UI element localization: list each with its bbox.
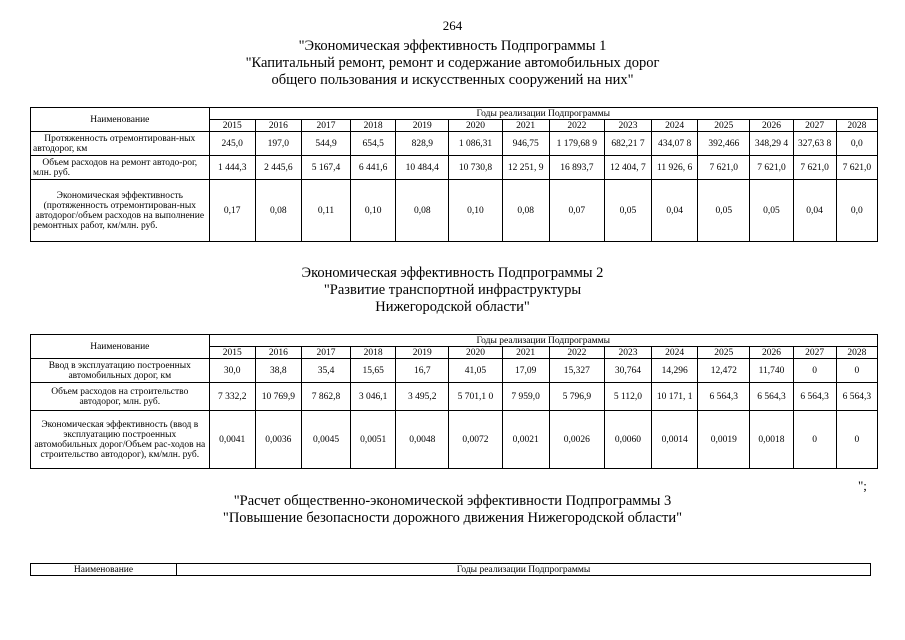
value-cell: 1 086,31 (449, 132, 502, 156)
value-cell: 7 621,0 (836, 156, 877, 180)
table-row (31, 180, 878, 242)
year-cell: 2022 (549, 347, 604, 359)
year-cell: 2028 (836, 347, 877, 359)
value-cell: 0,0026 (549, 411, 604, 469)
value-cell: 10 769,9 (255, 383, 301, 411)
year-cell: 2020 (449, 120, 502, 132)
section3-title (0, 493, 905, 527)
year-cell: 2023 (604, 347, 651, 359)
table-row (31, 132, 878, 156)
year-cell: 2018 (351, 347, 396, 359)
value-cell: 197,0 (255, 132, 301, 156)
year-cell: 2024 (652, 347, 698, 359)
value-cell: 0,0019 (698, 411, 750, 469)
value-cell: 0,10 (449, 180, 502, 242)
value-cell: 0,0072 (449, 411, 502, 469)
name-header: Наименование (31, 108, 210, 132)
value-cell: 0,0021 (502, 411, 549, 469)
value-cell: 5 167,4 (301, 156, 350, 180)
value-cell: 7 621,0 (793, 156, 836, 180)
year-cell: 2027 (793, 347, 836, 359)
value-cell: 12 404, 7 (604, 156, 651, 180)
value-cell: 0,0060 (604, 411, 651, 469)
value-cell: 0,17 (209, 180, 255, 242)
value-cell: 0,0036 (255, 411, 301, 469)
year-cell: 2025 (698, 347, 750, 359)
value-cell: 0,08 (396, 180, 449, 242)
year-cell: 2015 (209, 347, 255, 359)
value-cell: 0,0018 (750, 411, 793, 469)
value-cell: 0,04 (652, 180, 698, 242)
value-cell: 10 730,8 (449, 156, 502, 180)
value-cell: 0,05 (698, 180, 750, 242)
value-cell: 30,0 (209, 359, 255, 383)
year-cell: 2020 (449, 347, 502, 359)
value-cell: 2 445,6 (255, 156, 301, 180)
value-cell: 0,0051 (351, 411, 396, 469)
value-cell: 0,0014 (652, 411, 698, 469)
value-cell: 11 926, 6 (652, 156, 698, 180)
value-cell: 828,9 (396, 132, 449, 156)
years-header: Годы реализации Подпрограммы (209, 335, 877, 347)
year-cell: 2015 (209, 120, 255, 132)
value-cell: 6 564,3 (836, 383, 877, 411)
name-header: Наименование (31, 564, 177, 576)
value-cell: 17,09 (502, 359, 549, 383)
value-cell: 0,08 (255, 180, 301, 242)
row-label: Объем расходов на ремонт автодо-рог, млн. руб. (31, 156, 210, 180)
section2-title (0, 265, 905, 316)
value-cell: 10 484,4 (396, 156, 449, 180)
value-cell: 0,0048 (396, 411, 449, 469)
value-cell: 3 046,1 (351, 383, 396, 411)
value-cell: 0,0 (836, 180, 877, 242)
row-label: Ввод в эксплуатацию построенных автомобильных дорог, км (31, 359, 210, 383)
value-cell: 15,65 (351, 359, 396, 383)
section2-title-line: Экономическая эффективность Подпрограммы 2 (301, 265, 604, 281)
row-label: Экономическая эффективность (протяженность отремонтирован-ных автодорог/объем расходов на выполнение ремонтных работ, км/млн. руб. (31, 180, 210, 242)
value-cell: 6 564,3 (698, 383, 750, 411)
section2-title-line: "Развитие транспортной инфраструктуры (323, 282, 582, 298)
value-cell: 38,8 (255, 359, 301, 383)
value-cell: 6 564,3 (750, 383, 793, 411)
section3-table (30, 563, 871, 576)
section3-title-line: "Повышение безопасности дорожного движения Нижегородской области" (222, 510, 683, 526)
year-cell: 2016 (255, 120, 301, 132)
table-row (31, 411, 878, 469)
value-cell: 1 444,3 (209, 156, 255, 180)
value-cell: 0,0041 (209, 411, 255, 469)
value-cell: 0,08 (502, 180, 549, 242)
section1-title (0, 38, 905, 89)
section1-title-line: общего пользования и искусственных сооружений на них" (271, 72, 634, 88)
section2-title-line: Нижегородской области" (375, 299, 530, 315)
value-cell: 35,4 (301, 359, 350, 383)
page-number: 264 (442, 18, 463, 33)
value-cell: 434,07 8 (652, 132, 698, 156)
year-cell: 2017 (301, 347, 350, 359)
section1-table (30, 107, 878, 242)
year-cell: 2025 (698, 120, 750, 132)
value-cell: 7 959,0 (502, 383, 549, 411)
year-cell: 2026 (750, 120, 793, 132)
value-cell: 7 621,0 (698, 156, 750, 180)
value-cell: 12 251, 9 (502, 156, 549, 180)
row-label: Экономическая эффективность (ввод в эксплуатацию построенных автомобильных дорог/Объем рас-ходов на строительство автодорог), км/млн. руб. (31, 411, 210, 469)
year-cell: 2022 (549, 120, 604, 132)
value-cell: 0,0 (836, 132, 877, 156)
year-cell: 2026 (750, 347, 793, 359)
value-cell: 544,9 (301, 132, 350, 156)
value-cell: 0,0045 (301, 411, 350, 469)
value-cell: 5 112,0 (604, 383, 651, 411)
section1-title-line: "Капитальный ремонт, ремонт и содержание автомобильных дорог (245, 55, 660, 71)
table-row (31, 156, 878, 180)
value-cell: 10 171, 1 (652, 383, 698, 411)
value-cell: 0,04 (793, 180, 836, 242)
year-cell: 2028 (836, 120, 877, 132)
value-cell: 946,75 (502, 132, 549, 156)
value-cell: 41,05 (449, 359, 502, 383)
value-cell: 0,11 (301, 180, 350, 242)
closing-quote: "; (858, 478, 867, 493)
value-cell: 327,63 8 (793, 132, 836, 156)
year-cell: 2021 (502, 347, 549, 359)
value-cell: 0 (793, 359, 836, 383)
value-cell: 348,29 4 (750, 132, 793, 156)
year-cell: 2024 (652, 120, 698, 132)
value-cell: 5 701,1 0 (449, 383, 502, 411)
value-cell: 245,0 (209, 132, 255, 156)
value-cell: 0 (793, 411, 836, 469)
value-cell: 11,740 (750, 359, 793, 383)
year-cell: 2023 (604, 120, 651, 132)
value-cell: 3 495,2 (396, 383, 449, 411)
section1-title-line: "Экономическая эффективность Подпрограммы 1 (298, 38, 607, 54)
name-header: Наименование (31, 335, 210, 359)
value-cell: 7 621,0 (750, 156, 793, 180)
years-header: Годы реализации Подпрограммы (177, 564, 871, 576)
table-row (31, 359, 878, 383)
value-cell: 5 796,9 (549, 383, 604, 411)
value-cell: 12,472 (698, 359, 750, 383)
years-header: Годы реализации Подпрограммы (209, 108, 877, 120)
value-cell: 1 179,68 9 (549, 132, 604, 156)
value-cell: 654,5 (351, 132, 396, 156)
value-cell: 0,10 (351, 180, 396, 242)
year-cell: 2019 (396, 120, 449, 132)
value-cell: 0,07 (549, 180, 604, 242)
value-cell: 0,05 (750, 180, 793, 242)
value-cell: 392,466 (698, 132, 750, 156)
row-label: Объем расходов на строительство автодорог, млн. руб. (31, 383, 210, 411)
year-cell: 2016 (255, 347, 301, 359)
table-row (31, 383, 878, 411)
row-label: Протяженность отремонтирован-ных автодорог, км (31, 132, 210, 156)
year-cell: 2019 (396, 347, 449, 359)
value-cell: 16 893,7 (549, 156, 604, 180)
value-cell: 15,327 (549, 359, 604, 383)
value-cell: 0 (836, 359, 877, 383)
value-cell: 7 862,8 (301, 383, 350, 411)
value-cell: 14,296 (652, 359, 698, 383)
section2-table (30, 334, 878, 469)
value-cell: 6 441,6 (351, 156, 396, 180)
value-cell: 0,05 (604, 180, 651, 242)
year-cell: 2018 (351, 120, 396, 132)
value-cell: 682,21 7 (604, 132, 651, 156)
value-cell: 6 564,3 (793, 383, 836, 411)
year-cell: 2027 (793, 120, 836, 132)
value-cell: 16,7 (396, 359, 449, 383)
value-cell: 30,764 (604, 359, 651, 383)
value-cell: 7 332,2 (209, 383, 255, 411)
section3-title-line: "Расчет общественно-экономической эффективности Подпрограммы 3 (233, 493, 672, 509)
year-cell: 2021 (502, 120, 549, 132)
year-cell: 2017 (301, 120, 350, 132)
value-cell: 0 (836, 411, 877, 469)
